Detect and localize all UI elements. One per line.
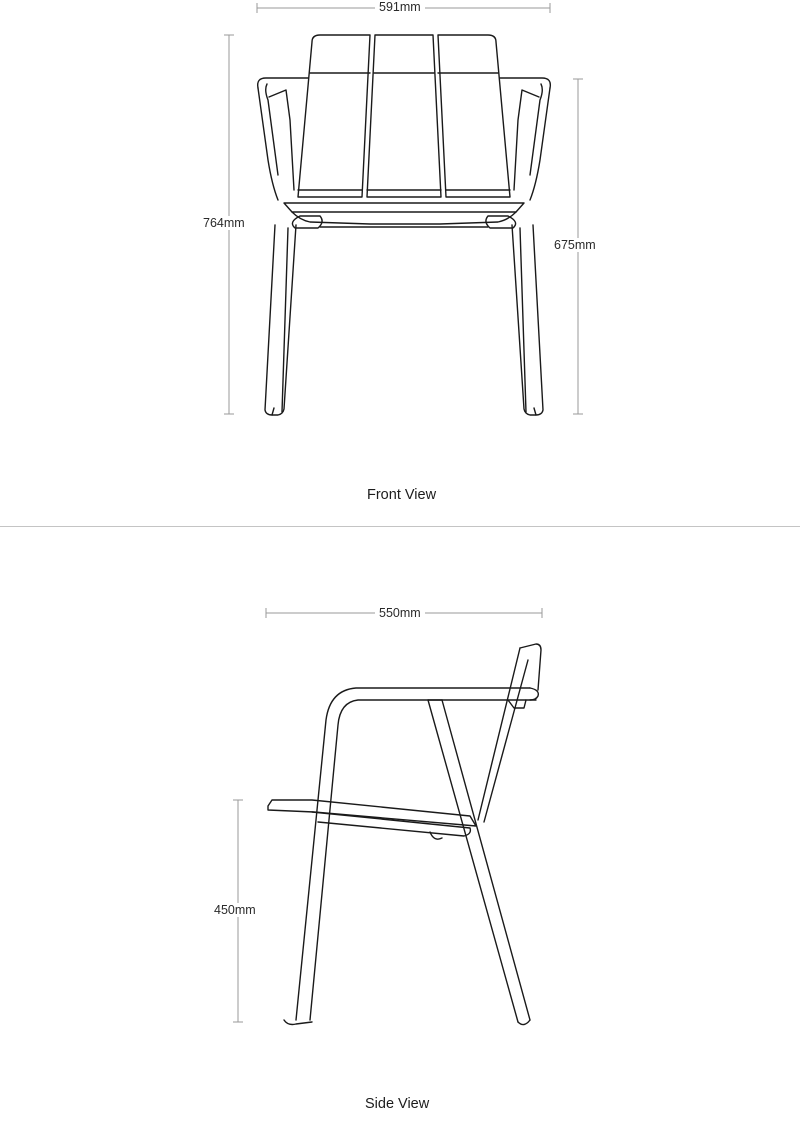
- front-seat-rail: [284, 203, 524, 228]
- side-view-caption: Side View: [365, 1096, 430, 1112]
- front-chair-frame: [258, 78, 551, 415]
- front-view-caption: Front View: [367, 487, 437, 503]
- view-divider: [0, 526, 800, 527]
- side-seat-height-label: 450mm: [210, 903, 260, 917]
- side-depth-label: 550mm: [375, 606, 425, 620]
- front-back-slats: [298, 35, 510, 197]
- front-arm-height-label: 675mm: [550, 238, 600, 252]
- side-chair-frame: [268, 644, 541, 1025]
- side-view-drawing: [233, 608, 542, 1025]
- front-overall-height-label: 764mm: [199, 216, 249, 230]
- front-width-label: 591mm: [375, 0, 425, 14]
- front-view-drawing: [224, 3, 583, 415]
